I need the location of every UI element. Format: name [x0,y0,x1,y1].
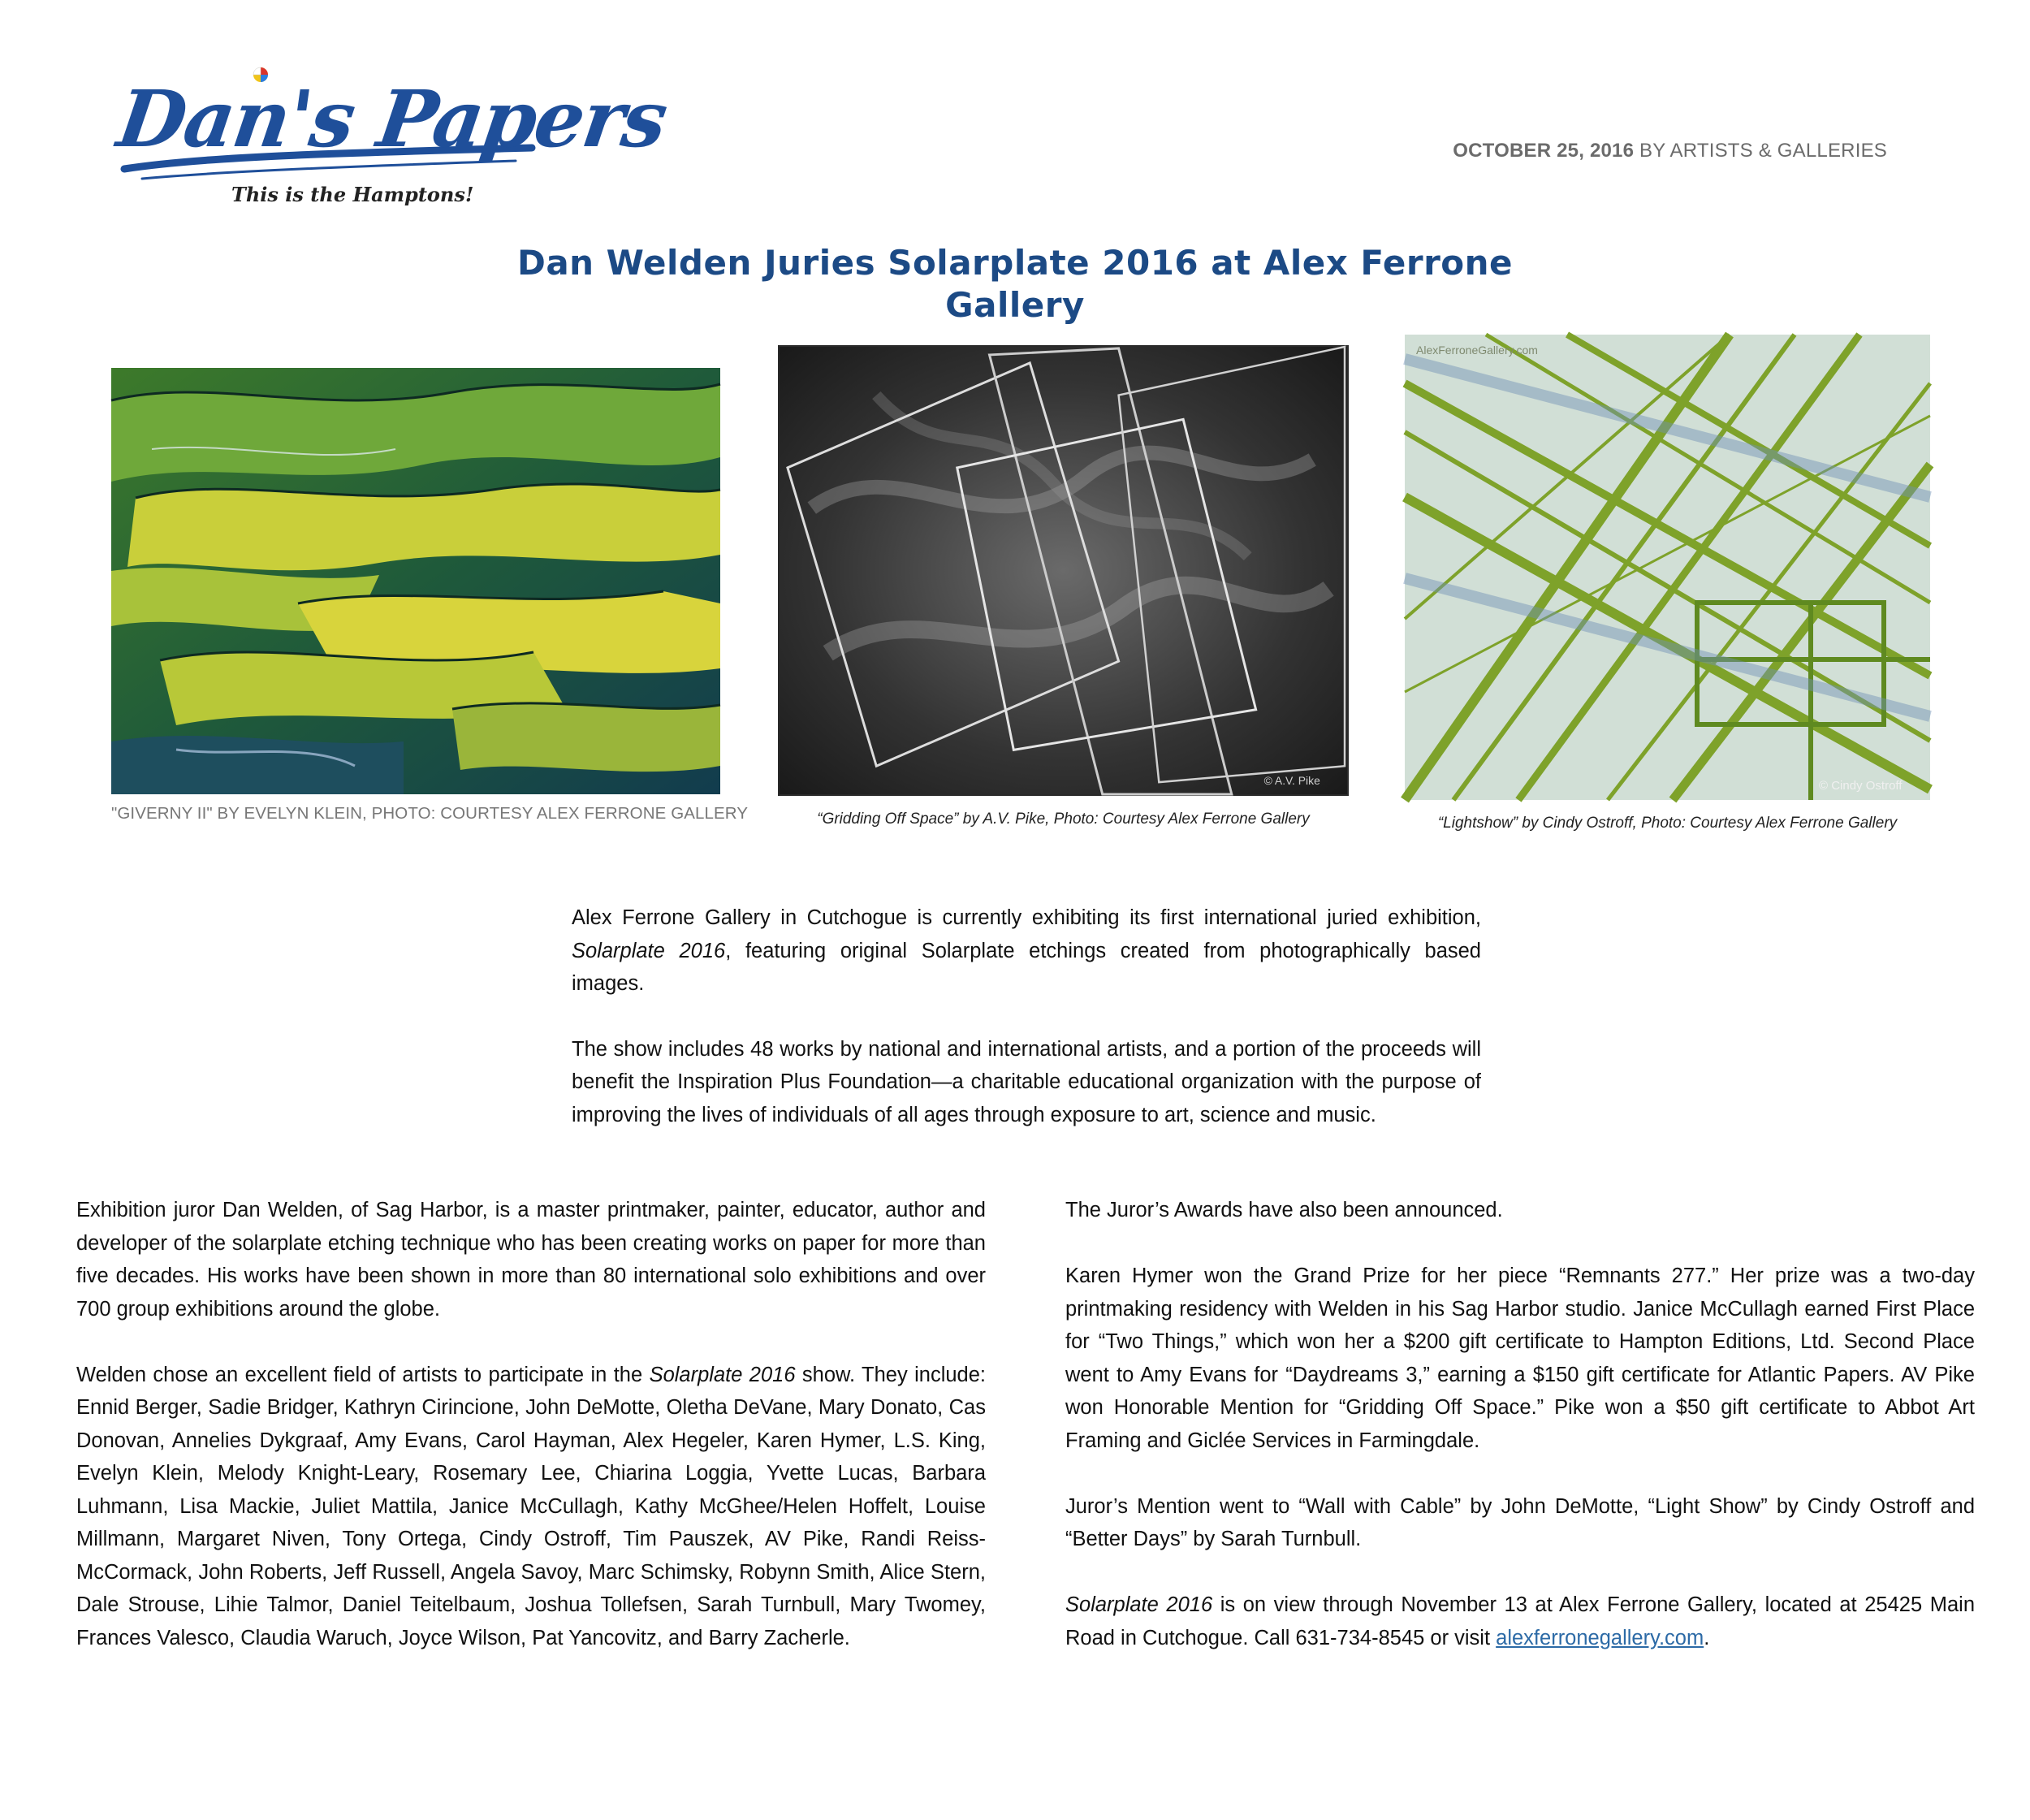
text-run: show. They include: Ennid Berger, Sadie Bridger, Kathryn Cirincione, John DeMotte, Oletha DeVane, Mary Donato, Cas Donovan, Annelies Dykgraaf, Amy Evans, Carol Hayman, Alex Hegeler, Karen Hymer, L.S. King, Evelyn Klein, Melody Knight-Leary, Rosemary Lee, Chiarina Loggia, Yvette Lucas, Barbara Luhmann, Lisa Mackie, Juliet Mattila, Janice McCullagh, Kathy McGhee/Helen Hoffelt, Louise Millmann, Margaret Niven, Tony Ortega, Cindy Ostroff, Tim Pauszek, AV Pike, Randi Reiss-McCormack, John Roberts, Jeff Russell, Angela Savoy, Marc Schimsky, Robynn Smith, Alice Stern, Dale Strouse, Lihie Talmor, Daniel Teitelbaum, Joshua Tollefsen, Sarah Turnbull, Mary Twomey, Frances Valesco, Claudia Waruch, Joyce Wilson, Pat Yancovitz, and Barry Zacherle. [76,1363,986,1649]
photo-caption: "GIVERNY II" BY EVELYN KLEIN, PHOTO: COURTESY ALEX FERRONE GALLERY [111,804,749,823]
body-paragraph: Juror’s Mention went to “Wall with Cable” by John DeMotte, “Light Show” by Cindy Ostroff and “Better Days” by Sarah Turnbull. [1065,1494,1975,1550]
gridding-off-space-image [778,345,1349,796]
article-intro [572,901,1481,1164]
intro-paragraph [572,901,1481,1001]
post-date: OCTOBER 25, 2016 [1453,140,1635,162]
photo-watermark-top: AlexFerroneGallery.com [1416,344,1538,357]
giverny-ii-image [111,368,720,794]
lightshow-image [1405,335,1930,800]
article-title: Dan Welden Juries Solarplate 2016 at Alex Ferrone Gallery [516,243,1514,325]
text-run: , featuring original Solarplate etchings created from photographically based images. [572,939,1481,995]
exhibition-name: Solarplate 2016 [572,939,726,962]
dans-papers-logo[interactable] [110,57,672,207]
text-run: is on view through November 13 at Alex Ferrone Gallery, located at 25425 Main Road in Cutchogue. Call 631-734-8545 or visit [1065,1593,1975,1649]
text-run: . [1704,1626,1710,1649]
body-paragraph [1065,1589,1975,1654]
article-column-left [76,1194,986,1688]
gallery-website-link[interactable]: alexferronegallery.com [1496,1626,1704,1649]
logo-tagline: This is the Hamptons! [231,183,474,206]
exhibition-name: Solarplate 2016 [1065,1593,1213,1616]
photo-caption: “Gridding Off Space” by A.V. Pike, Photo: Courtesy Alex Ferrone Gallery [817,811,1310,828]
text-run: Welden chose an excellent field of artists to participate in the [76,1363,650,1386]
intro-paragraph: The show includes 48 works by national and international artists, and a portion of the proceeds will benefit the Inspiration Plus Foundation—a charitable educational organization with the purpose of improving the lives of individuals of all ages through exposure to art, science and music. [572,1037,1481,1126]
by-label: BY [1639,140,1665,162]
photo-watermark: © A.V. Pike [1263,774,1320,788]
body-paragraph: Exhibition juror Dan Welden, of Sag Harbor, is a master printmaker, painter, educator, author and developer of the solarplate etching technique who has been creating works on paper for more than five decades. His works have been shown in more than 80 international solo exhibitions and over 700 group exhibitions around the globe. [76,1199,986,1321]
photo-caption: “Lightshow” by Cindy Ostroff, Photo: Courtesy Alex Ferrone Gallery [1437,815,1898,832]
post-meta [1453,140,1887,162]
category-link[interactable]: ARTISTS & GALLERIES [1669,140,1887,162]
logo-text: Dan's Papers [112,72,672,165]
exhibition-name: Solarplate 2016 [649,1363,796,1386]
body-paragraph [76,1359,986,1655]
body-paragraph: The Juror’s Awards have also been announced. [1065,1199,1503,1221]
text-run: Alex Ferrone Gallery in Cutchogue is currently exhibiting its first international juried exhibition, [572,906,1481,929]
article-column-right [1065,1194,1975,1688]
logo-graphic [110,57,672,207]
body-paragraph: Karen Hymer won the Grand Prize for her piece “Remnants 277.” Her prize was a two-day printmaking residency with Welden in his Sag Harbor studio. Janice McCullagh earned First Place for “Two Things,” which won her a $200 gift certificate to Hampton Editions, Ltd. Second Place went to Amy Evans for “Daydreams 3,” earning a $150 gift certificate for Atlantic Papers. AV Pike won Honorable Mention for “Gridding Off Space.” Pike won a $50 gift certificate to Abbot Art Framing and Giclée Services in Farmingdale. [1065,1264,1975,1452]
photo-watermark-bottom: © Cindy Ostroff [1819,779,1903,793]
